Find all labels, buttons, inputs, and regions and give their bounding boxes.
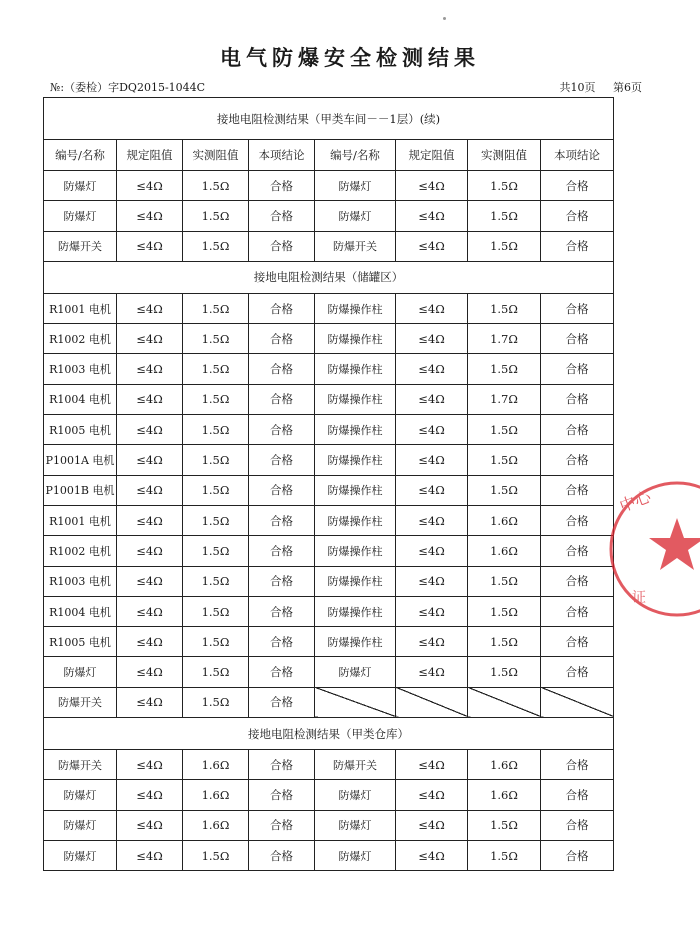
rated-value: ≤4Ω: [396, 657, 468, 687]
total-pages: 共10页: [559, 81, 596, 94]
table-row: [44, 657, 614, 687]
rated-value: ≤4Ω: [117, 475, 183, 505]
item-name: 防爆操作柱: [315, 627, 396, 657]
measured-value: 1.5Ω: [468, 810, 541, 840]
section-title: 接地电阻检测结果（甲类仓库）: [44, 718, 614, 750]
table-row: [44, 415, 614, 445]
table-row: [44, 627, 614, 657]
item-name: 防爆操作柱: [315, 505, 396, 535]
section-title-row: [44, 98, 614, 140]
conclusion: 合格: [541, 171, 614, 201]
measured-value: 1.5Ω: [468, 415, 541, 445]
document-meta: [50, 79, 650, 93]
measured-value: 1.5Ω: [183, 657, 249, 687]
conclusion: 合格: [541, 445, 614, 475]
measured-value: 1.6Ω: [183, 780, 249, 810]
measured-value: 1.5Ω: [468, 596, 541, 626]
rated-value: ≤4Ω: [117, 566, 183, 596]
rated-value: ≤4Ω: [396, 384, 468, 414]
rated-value: ≤4Ω: [396, 475, 468, 505]
conclusion: 合格: [249, 750, 315, 780]
rated-value: ≤4Ω: [117, 354, 183, 384]
rated-value: ≤4Ω: [117, 810, 183, 840]
conclusion: 合格: [249, 536, 315, 566]
measured-value: 1.5Ω: [468, 445, 541, 475]
rated-value: ≤4Ω: [396, 445, 468, 475]
conclusion: 合格: [541, 750, 614, 780]
column-header: 实测阻值: [468, 140, 541, 171]
table-row: [44, 324, 614, 354]
item-name: 防爆操作柱: [315, 536, 396, 566]
measured-value: 1.5Ω: [183, 566, 249, 596]
column-header: 规定阻值: [117, 140, 183, 171]
conclusion: 合格: [541, 810, 614, 840]
rated-value: ≤4Ω: [396, 171, 468, 201]
page-number: 第6页: [613, 81, 642, 94]
measured-value: 1.5Ω: [183, 505, 249, 535]
item-name: 防爆操作柱: [315, 566, 396, 596]
conclusion: 合格: [249, 840, 315, 870]
item-name: R1005 电机: [44, 415, 117, 445]
table-row: [44, 505, 614, 535]
measured-value: 1.5Ω: [183, 627, 249, 657]
conclusion: 合格: [249, 445, 315, 475]
conclusion: 合格: [249, 475, 315, 505]
measured-value: 1.5Ω: [183, 171, 249, 201]
column-header: 本项结论: [541, 140, 614, 171]
item-name: R1002 电机: [44, 536, 117, 566]
item-name: 防爆开关: [315, 750, 396, 780]
item-name: 防爆操作柱: [315, 354, 396, 384]
item-name: 防爆操作柱: [315, 596, 396, 626]
empty-slash-cell: [315, 687, 396, 717]
measured-value: 1.5Ω: [468, 171, 541, 201]
rated-value: ≤4Ω: [396, 750, 468, 780]
empty-slash-cell: [468, 687, 541, 717]
conclusion: 合格: [249, 354, 315, 384]
rated-value: ≤4Ω: [396, 231, 468, 261]
measured-value: 1.5Ω: [468, 840, 541, 870]
table-row: [44, 780, 614, 810]
item-name: 防爆灯: [44, 810, 117, 840]
table-row: [44, 475, 614, 505]
table-row: [44, 566, 614, 596]
rated-value: ≤4Ω: [396, 566, 468, 596]
conclusion: 合格: [249, 687, 315, 717]
rated-value: ≤4Ω: [117, 687, 183, 717]
rated-value: ≤4Ω: [117, 627, 183, 657]
item-name: 防爆操作柱: [315, 475, 396, 505]
item-name: 防爆操作柱: [315, 384, 396, 414]
table-row: [44, 445, 614, 475]
rated-value: ≤4Ω: [117, 536, 183, 566]
item-name: 防爆开关: [315, 231, 396, 261]
measured-value: 1.5Ω: [183, 596, 249, 626]
measured-value: 1.5Ω: [183, 536, 249, 566]
conclusion: 合格: [541, 780, 614, 810]
rated-value: ≤4Ω: [117, 293, 183, 323]
item-name: 防爆操作柱: [315, 293, 396, 323]
table-row: [44, 231, 614, 261]
rated-value: ≤4Ω: [396, 415, 468, 445]
conclusion: 合格: [541, 475, 614, 505]
measured-value: 1.5Ω: [183, 354, 249, 384]
table-row: [44, 171, 614, 201]
item-name: 防爆灯: [44, 201, 117, 231]
rated-value: ≤4Ω: [396, 780, 468, 810]
measured-value: 1.5Ω: [468, 201, 541, 231]
measured-value: 1.5Ω: [183, 415, 249, 445]
rated-value: ≤4Ω: [117, 505, 183, 535]
measured-value: 1.5Ω: [183, 201, 249, 231]
column-header-row: [44, 140, 614, 171]
table-row: [44, 750, 614, 780]
conclusion: 合格: [249, 657, 315, 687]
conclusion: 合格: [249, 201, 315, 231]
rated-value: ≤4Ω: [396, 293, 468, 323]
item-name: 防爆灯: [44, 657, 117, 687]
rated-value: ≤4Ω: [117, 171, 183, 201]
rated-value: ≤4Ω: [117, 415, 183, 445]
rated-value: ≤4Ω: [396, 354, 468, 384]
official-seal: [602, 474, 700, 624]
table-row: [44, 810, 614, 840]
measured-value: 1.5Ω: [468, 475, 541, 505]
item-name: R1001 电机: [44, 505, 117, 535]
conclusion: 合格: [249, 505, 315, 535]
conclusion: 合格: [249, 324, 315, 354]
conclusion: 合格: [541, 566, 614, 596]
item-name: P1001A 电机: [44, 445, 117, 475]
item-name: 防爆灯: [44, 840, 117, 870]
section-title-row: [44, 718, 614, 750]
item-name: R1002 电机: [44, 324, 117, 354]
measured-value: 1.5Ω: [183, 324, 249, 354]
section-title-row: [44, 261, 614, 293]
table-row: [44, 201, 614, 231]
measured-value: 1.5Ω: [468, 627, 541, 657]
resistance-table: [43, 97, 614, 871]
item-name: R1003 电机: [44, 566, 117, 596]
page-title: 电气防爆安全检测结果: [220, 45, 480, 70]
empty-slash-cell: [541, 687, 614, 717]
rated-value: ≤4Ω: [396, 324, 468, 354]
rated-value: ≤4Ω: [396, 596, 468, 626]
item-name: 防爆灯: [315, 171, 396, 201]
item-name: 防爆灯: [44, 171, 117, 201]
conclusion: 合格: [249, 384, 315, 414]
conclusion: 合格: [541, 505, 614, 535]
table-row: [44, 354, 614, 384]
measured-value: 1.6Ω: [468, 750, 541, 780]
rated-value: ≤4Ω: [117, 324, 183, 354]
column-header: 规定阻值: [396, 140, 468, 171]
item-name: 防爆操作柱: [315, 415, 396, 445]
measured-value: 1.5Ω: [468, 231, 541, 261]
item-name: R1005 电机: [44, 627, 117, 657]
doc-number: №:（委检）字DQ2015-1044C: [50, 81, 206, 94]
column-header: 编号/名称: [315, 140, 396, 171]
rated-value: ≤4Ω: [117, 201, 183, 231]
conclusion: 合格: [249, 415, 315, 445]
item-name: R1004 电机: [44, 596, 117, 626]
table-row: [44, 596, 614, 626]
item-name: 防爆灯: [315, 840, 396, 870]
column-header: 实测阻值: [183, 140, 249, 171]
item-name: 防爆开关: [44, 687, 117, 717]
item-name: R1003 电机: [44, 354, 117, 384]
measured-value: 1.5Ω: [183, 293, 249, 323]
item-name: 防爆开关: [44, 231, 117, 261]
page-info: [546, 79, 643, 95]
conclusion: 合格: [249, 171, 315, 201]
measured-value: 1.6Ω: [468, 536, 541, 566]
conclusion: 合格: [541, 354, 614, 384]
column-header: 本项结论: [249, 140, 315, 171]
conclusion: 合格: [541, 627, 614, 657]
measured-value: 1.6Ω: [468, 780, 541, 810]
column-header: 编号/名称: [44, 140, 117, 171]
stray-mark: [443, 17, 446, 20]
rated-value: ≤4Ω: [396, 536, 468, 566]
measured-value: 1.5Ω: [183, 445, 249, 475]
measured-value: 1.5Ω: [468, 354, 541, 384]
measured-value: 1.6Ω: [183, 810, 249, 840]
conclusion: 合格: [541, 231, 614, 261]
conclusion: 合格: [541, 384, 614, 414]
item-name: 防爆操作柱: [315, 445, 396, 475]
empty-slash-cell: [396, 687, 468, 717]
conclusion: 合格: [249, 293, 315, 323]
item-name: 防爆灯: [315, 657, 396, 687]
svg-text:中心: 中心: [616, 486, 654, 516]
measured-value: 1.7Ω: [468, 384, 541, 414]
measured-value: 1.5Ω: [183, 384, 249, 414]
rated-value: ≤4Ω: [117, 750, 183, 780]
conclusion: 合格: [249, 627, 315, 657]
table-row: [44, 840, 614, 870]
rated-value: ≤4Ω: [117, 596, 183, 626]
rated-value: ≤4Ω: [396, 840, 468, 870]
table-row: [44, 293, 614, 323]
measured-value: 1.5Ω: [183, 687, 249, 717]
conclusion: 合格: [541, 415, 614, 445]
item-name: R1004 电机: [44, 384, 117, 414]
item-name: 防爆灯: [44, 780, 117, 810]
conclusion: 合格: [249, 810, 315, 840]
measured-value: 1.5Ω: [183, 231, 249, 261]
measured-value: 1.6Ω: [183, 750, 249, 780]
conclusion: 合格: [541, 536, 614, 566]
rated-value: ≤4Ω: [396, 810, 468, 840]
measured-value: 1.5Ω: [468, 566, 541, 596]
measured-value: 1.5Ω: [183, 840, 249, 870]
item-name: 防爆开关: [44, 750, 117, 780]
rated-value: ≤4Ω: [396, 505, 468, 535]
item-name: 防爆灯: [315, 780, 396, 810]
item-name: R1001 电机: [44, 293, 117, 323]
rated-value: ≤4Ω: [117, 445, 183, 475]
item-name: P1001B 电机: [44, 475, 117, 505]
section-title: 接地电阻检测结果（甲类车间－－1层）(续): [44, 98, 614, 140]
rated-value: ≤4Ω: [117, 384, 183, 414]
conclusion: 合格: [541, 201, 614, 231]
conclusion: 合格: [541, 657, 614, 687]
rated-value: ≤4Ω: [117, 657, 183, 687]
svg-text:证: 证: [632, 590, 646, 606]
conclusion: 合格: [541, 596, 614, 626]
table-row: [44, 384, 614, 414]
rated-value: ≤4Ω: [117, 231, 183, 261]
conclusion: 合格: [249, 596, 315, 626]
section-title: 接地电阻检测结果（储罐区）: [44, 261, 614, 293]
item-name: 防爆操作柱: [315, 324, 396, 354]
measured-value: 1.7Ω: [468, 324, 541, 354]
rated-value: ≤4Ω: [396, 201, 468, 231]
conclusion: 合格: [249, 231, 315, 261]
rated-value: ≤4Ω: [396, 627, 468, 657]
measured-value: 1.5Ω: [468, 293, 541, 323]
conclusion: 合格: [249, 566, 315, 596]
rated-value: ≤4Ω: [117, 840, 183, 870]
conclusion: 合格: [541, 324, 614, 354]
item-name: 防爆灯: [315, 810, 396, 840]
conclusion: 合格: [249, 780, 315, 810]
conclusion: 合格: [541, 840, 614, 870]
measured-value: 1.5Ω: [183, 475, 249, 505]
table-row: [44, 687, 614, 717]
item-name: 防爆灯: [315, 201, 396, 231]
rated-value: ≤4Ω: [117, 780, 183, 810]
table-row: [44, 536, 614, 566]
conclusion: 合格: [541, 293, 614, 323]
measured-value: 1.5Ω: [468, 657, 541, 687]
measured-value: 1.6Ω: [468, 505, 541, 535]
